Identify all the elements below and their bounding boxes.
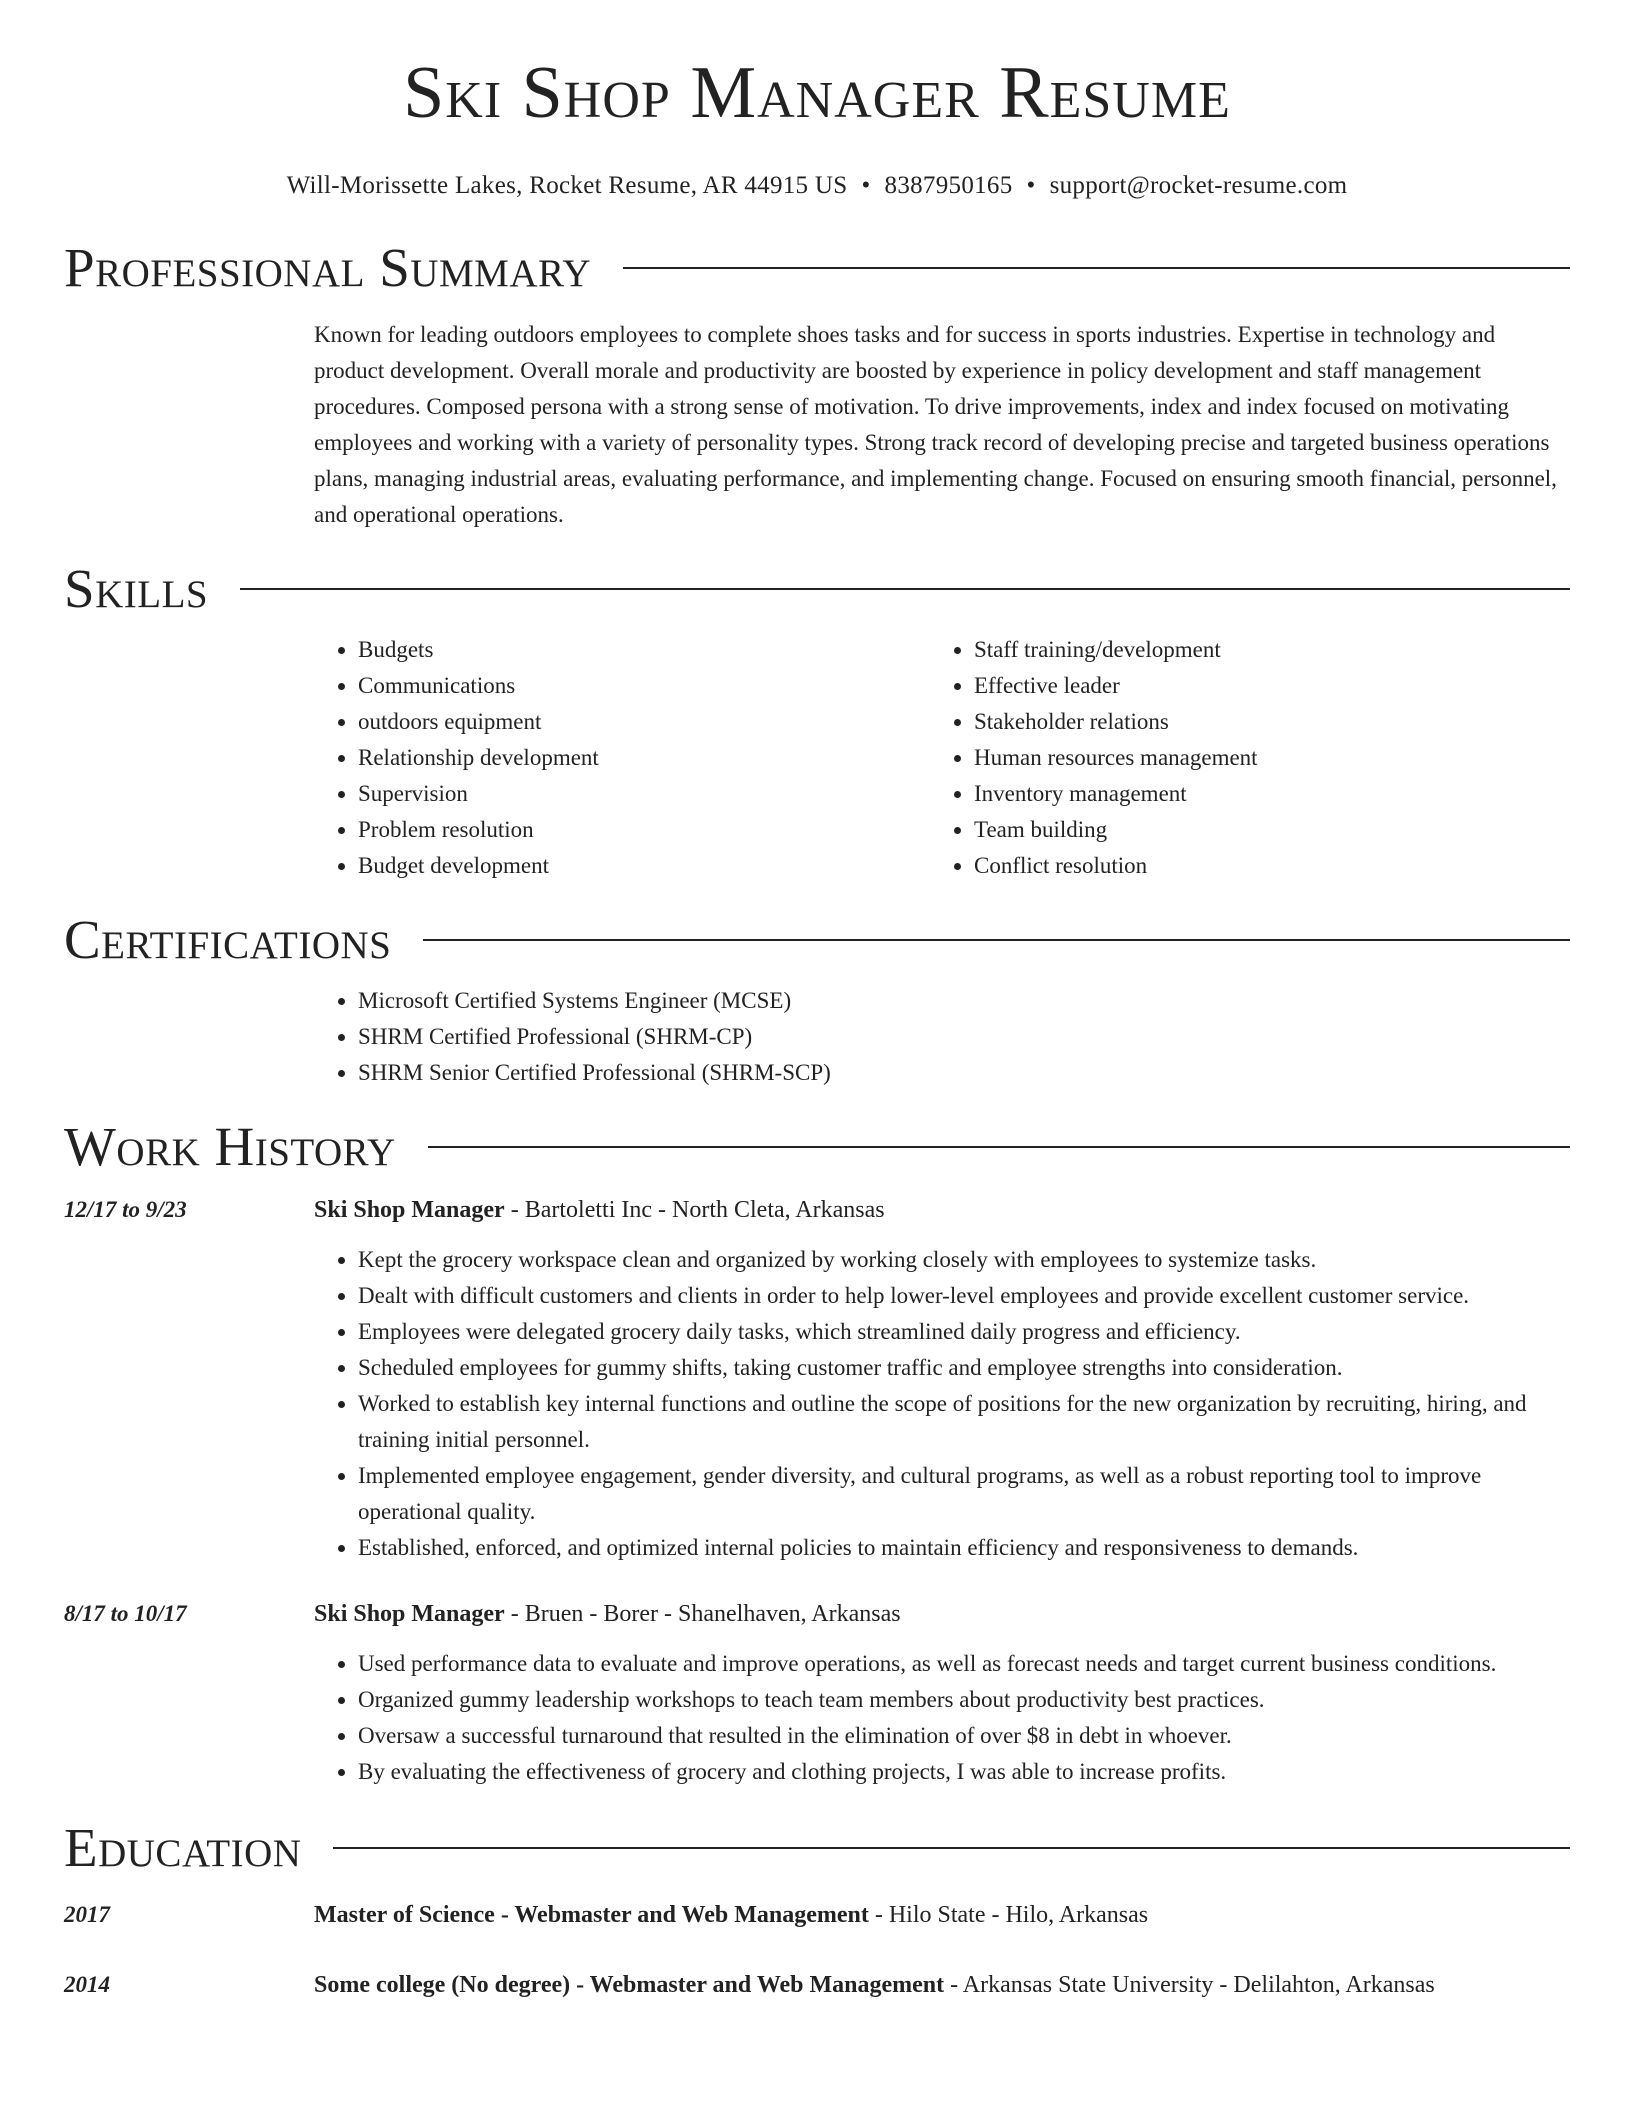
job-header: [314, 1192, 1570, 1228]
summary-heading: Professional Summary: [64, 237, 592, 298]
job-bullet: • By evaluating the effectiveness of grocery and clothing projects, I was able to increase profits.: [358, 1754, 1570, 1790]
job-bullet: • Used performance data to evaluate and improve operations, as well as forecast needs and target current business conditions.: [358, 1646, 1570, 1682]
job-details: [314, 1596, 1570, 1790]
skill-item: • Communications: [358, 668, 930, 704]
skill-item: • Staff training/development: [974, 632, 1570, 668]
education-heading: Education: [64, 1817, 302, 1878]
job-bullet: • Worked to establish key internal functions and outline the scope of positions for the new organization by recruiting, hiring, and training initial personnel.: [358, 1386, 1570, 1458]
education-header: [64, 1817, 1570, 1878]
contact-separator: •: [861, 172, 871, 199]
skill-item: • Problem resolution: [358, 812, 930, 848]
skills-header: [64, 558, 1570, 619]
work-history-section: [64, 1116, 1570, 1790]
job-dates: 12/17 to 9/23: [64, 1197, 187, 1222]
work-history-header: [64, 1116, 1570, 1177]
skill-item: • Relationship development: [358, 740, 930, 776]
job-bullet: • Kept the grocery workspace clean and organized by working closely with employees to systemize tasks.: [358, 1242, 1570, 1278]
certifications-bullets: [314, 983, 1570, 1091]
job-bullet: • Dealt with difficult customers and clients in order to help lower-level employees and provide excellent customer service.: [358, 1278, 1570, 1314]
job-role: Ski Shop Manager: [314, 1197, 505, 1223]
skill-item: • Budget development: [358, 848, 930, 884]
skill-item: • Inventory management: [974, 776, 1570, 812]
job-entry: [64, 1596, 1570, 1790]
job-bullet: • Organized gummy leadership workshops to teach team members about productivity best practices.: [358, 1682, 1570, 1718]
skill-item: • Human resources management: [974, 740, 1570, 776]
job-bullets: [314, 1646, 1570, 1790]
contact-separator: •: [1026, 172, 1036, 199]
summary-section: [64, 237, 1570, 533]
skill-item: • Stakeholder relations: [974, 704, 1570, 740]
job-bullet: • Employees were delegated grocery daily tasks, which streamlined daily progress and efficiency.: [358, 1314, 1570, 1350]
section-divider: [428, 1146, 1570, 1148]
skills-heading: Skills: [64, 558, 209, 619]
certifications-list: [314, 983, 1570, 1091]
job-role: Ski Shop Manager: [314, 1601, 505, 1627]
skills-list: [314, 632, 1570, 884]
job-bullet: • Scheduled employees for gummy shifts, taking customer traffic and employee strengths into consideration.: [358, 1350, 1570, 1386]
education-year: 2014: [64, 1972, 110, 1997]
summary-text: Known for leading outdoors employees to complete shoes tasks and for success in sports industries. Expertise in technology and product development. Overall morale and productivity are boosted by experience in policy development and staff management procedures. Composed persona with a strong sense of motivation. To drive improvements, index and index focused on motivating employees and working with a variety of personality types. Strong track record of developing precise and targeted business operations plans, managing industrial areas, evaluating performance, and implementing change. Focused on ensuring smooth financial, personnel, and operational operations.: [314, 322, 1557, 527]
section-divider: [423, 939, 1570, 941]
job-company-location: - Bartoletti Inc - North Cleta, Arkansas: [504, 1197, 885, 1223]
education-degree: Some college (No degree) - Webmaster and Web Management: [314, 1972, 945, 1998]
contact-line: [64, 172, 1570, 200]
skills-section: [64, 558, 1570, 884]
job-bullet: • Oversaw a successful turnaround that resulted in the elimination of over $8 in debt in whoever.: [358, 1718, 1570, 1754]
education-school-location: - Hilo State - Hilo, Arkansas: [868, 1902, 1149, 1928]
education-entry: [64, 1967, 1570, 2003]
education-info: [314, 1897, 1148, 1933]
job-bullet: • Established, enforced, and optimized internal policies to maintain efficiency and responsiveness to demands.: [358, 1530, 1570, 1566]
education-section: [64, 1817, 1570, 2003]
certifications-section: [64, 909, 1570, 1091]
job-header: [314, 1596, 1570, 1632]
section-divider: [240, 588, 1570, 590]
work-history-heading: Work History: [64, 1116, 396, 1177]
job-bullet: • Implemented employee engagement, gender diversity, and cultural programs, as well as a robust reporting tool to improve operational quality.: [358, 1458, 1570, 1530]
education-entry: [64, 1897, 1570, 1933]
skill-item: • Conflict resolution: [974, 848, 1570, 884]
certifications-header: [64, 909, 1570, 970]
skill-item: • outdoors equipment: [358, 704, 930, 740]
certifications-heading: Certifications: [64, 909, 392, 970]
contact-phone: 8387950165: [884, 172, 1013, 199]
education-year: 2017: [64, 1902, 110, 1927]
skills-column-right: [930, 632, 1570, 884]
contact-address: Will-Morissette Lakes, Rocket Resume, AR 44915 US: [286, 172, 848, 199]
skill-item: • Team building: [974, 812, 1570, 848]
certification-item: • SHRM Senior Certified Professional (SHRM-SCP): [358, 1055, 1570, 1091]
skill-item: • Budgets: [358, 632, 930, 668]
certification-item: • SHRM Certified Professional (SHRM-CP): [358, 1019, 1570, 1055]
contact-email: support@rocket-resume.com: [1049, 172, 1348, 199]
section-divider: [333, 1847, 1570, 1849]
skills-column-left: [314, 632, 930, 884]
education-school-location: - Arkansas State University - Delilahton, Arkansas: [944, 1972, 1435, 1998]
section-divider: [623, 267, 1570, 269]
job-bullets: [314, 1242, 1570, 1566]
skill-item: • Supervision: [358, 776, 930, 812]
job-company-location: - Bruen - Borer - Shanelhaven, Arkansas: [504, 1601, 901, 1627]
resume-title: Ski Shop Manager Resume: [403, 52, 1231, 134]
education-degree: Master of Science - Webmaster and Web Management: [314, 1902, 869, 1928]
job-details: [314, 1192, 1570, 1566]
job-dates: 8/17 to 10/17: [64, 1601, 187, 1626]
certification-item: • Microsoft Certified Systems Engineer (MCSE): [358, 983, 1570, 1019]
education-info: [314, 1967, 1435, 2003]
summary-header: [64, 237, 1570, 298]
skill-item: • Effective leader: [974, 668, 1570, 704]
job-entry: [64, 1192, 1570, 1566]
